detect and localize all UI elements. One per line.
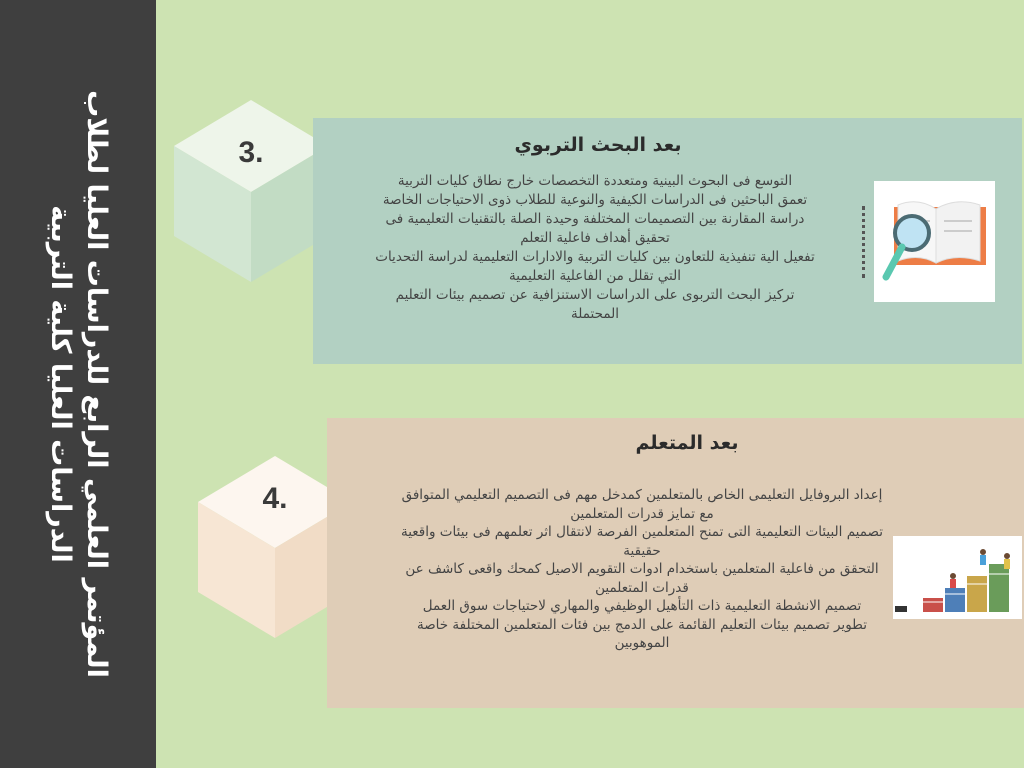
list-item: تصميم البيئات التعليمية التى تمنح المتعلمين الفرصة لانتقال اثر تعلمهم فى بيئات واقعية حقيقية — [400, 524, 884, 559]
list-item: تعمق الباحثين فى الدراسات الكيفية والنوعية للطلاب ذوى الاحتياجات الخاصة — [382, 192, 808, 208]
list-item: تطوير تصميم بيئات التعليم القائمة على الدمج بين فئات المتعلمين المختلفة خاصة الموهوبين — [416, 616, 867, 651]
list-item: التحقق من فاعلية المتعلمين باستخدام ادوات التقويم الاصيل كمحك واقعى كاشف عن قدرات المتعلمين — [405, 561, 879, 596]
cube-3 — [172, 98, 330, 284]
list-item: التوسع فى البحوث البينية ومتعددة التخصصات خارج نطاق كليات التربية — [397, 173, 793, 189]
list-item: دراسة المقارنة بين التصميمات المختلفة وحيدة الصلة بالتقنيات التعليمية فى تحقيق أهداف فاعلية التعلم — [385, 211, 805, 246]
section-number-4: 4. — [262, 482, 288, 515]
list-item: إعداد البروفايل التعليمى الخاص بالمتعلمين كمدخل مهم فى التصميم التعليمي المتوافق مع تمايز قدرات المتعلمين — [401, 487, 883, 522]
students-on-books-icon — [893, 536, 1022, 619]
conference-title: المؤتمر العلمي الرابع للدراسات العليا لطلاب الدراسات العليا كلية التربية — [45, 90, 112, 678]
list-item: تصميم الانشطة التعليمية ذات التأهيل الوظيفي والمهاري لاحتياجات سوق العمل — [422, 598, 862, 614]
learner-heading: بعد المتعلم — [635, 432, 739, 454]
section-number-3: 3. — [238, 136, 264, 169]
research-heading: بعد البحث التربوي — [514, 134, 682, 156]
dotted-divider — [862, 206, 865, 278]
magnifier-book-icon — [874, 181, 995, 302]
learner-list — [397, 486, 887, 653]
sidebar — [0, 0, 156, 768]
list-item: تفعيل الية تنفيذية للتعاون بين كليات التربية والادارات التعليمية لدراسة التحديات التي تقلل من الفاعلية التعليمية — [375, 249, 815, 284]
research-list — [375, 172, 815, 324]
list-item: تركيز البحث التربوى على الدراسات الاستنزافية عن تصميم بيئات التعليم المحتملة — [395, 287, 795, 322]
